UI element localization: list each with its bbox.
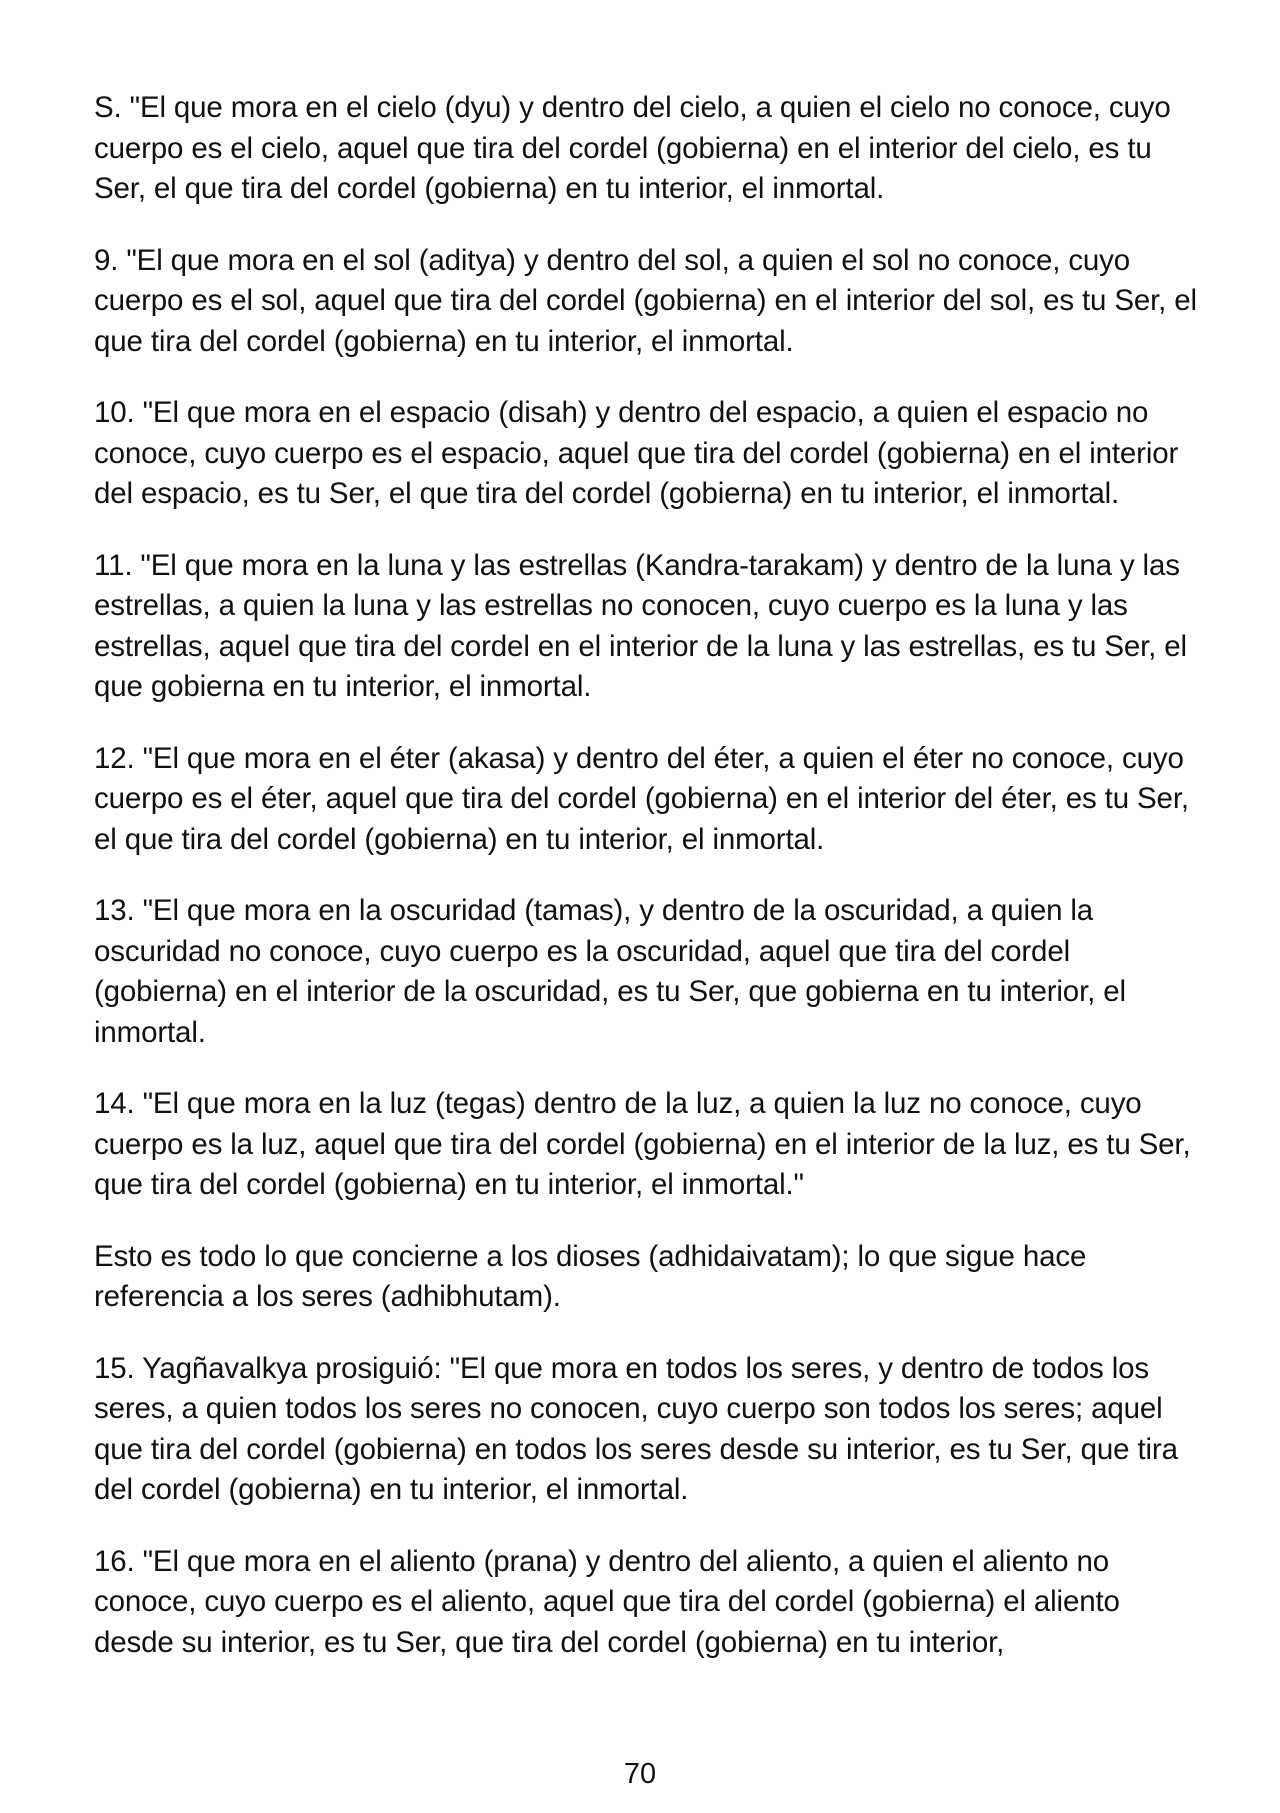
paragraph-verse-9: 9. "El que mora en el sol (aditya) y dentro del sol, a quien el sol no conoce, cuyo cuerpo es el sol, aquel que tira del cordel (gobierna) en el interior del sol, es tu Ser, el que tira del cordel (gobierna) en tu interior, el inmortal. xyxy=(94,243,1197,358)
paragraph-verse-16: 16. "El que mora en el aliento (prana) y dentro del aliento, a quien el aliento no conoce, cuyo cuerpo es el aliento, aquel que tira del cordel (gobierna) el aliento desde su interior, es tu Ser, que tira del cordel (gobierna) en tu interior, xyxy=(94,1544,1120,1659)
paragraph-transition: Esto es todo lo que concierne a los dioses (adhidaivatam); lo que sigue hace referencia a los seres (adhibhutam). xyxy=(94,1239,1087,1313)
paragraph-verse-14: 14. "El que mora en la luz (tegas) dentro de la luz, a quien la luz no conoce, cuyo cuerpo es la luz, aquel que tira del cordel (gobierna) en el interior de la luz, es tu Ser, que tira del cordel (gobierna) en tu interior, el inmortal." xyxy=(94,1087,1191,1201)
paragraph-verse-8: S. "El que mora en el cielo (dyu) y dentro del cielo, a quien el cielo no conoce, cuyo cuerpo es el cielo, aquel que tira del cordel (gobierna) en el interior del cielo, es tu Ser, el que tira del cordel (gobierna) en tu interior, el inmortal. xyxy=(94,91,1171,205)
paragraph-verse-13: 13. "El que mora en la oscuridad (tamas), y dentro de la oscuridad, a quien la oscuridad no conoce, cuyo cuerpo es la oscuridad, aquel que tira del cordel (gobierna) en el interior de la oscuridad, es tu Ser, que gobierna en tu interior, el inmortal. xyxy=(94,894,1126,1049)
paragraph-verse-10: 10. "El que mora en el espacio (disah) y dentro del espacio, a quien el espacio no conoce, cuyo cuerpo es el espacio, aquel que tira del cordel (gobierna) en el interior del espacio, es tu Ser, el que tira del cordel (gobierna) en tu interior, el inmortal. xyxy=(94,396,1179,510)
paragraph-verse-12: 12. "El que mora en el éter (akasa) y dentro del éter, a quien el éter no conoce, cuyo cuerpo es el éter, aquel que tira del cordel (gobierna) en el interior del éter, es tu Ser, el que tira del cordel (gobierna) en tu interior, el inmortal. xyxy=(94,741,1189,856)
page-body xyxy=(94,88,1204,1694)
page-number: 70 xyxy=(623,1758,657,1790)
paragraph-verse-15: 15. Yagñavalkya prosiguió: "El que mora en todos los seres, y dentro de todos los seres, a quien todos los seres no conocen, cuyo cuerpo son todos los seres; aquel que tira del cordel (gobierna) en todos los seres desde su interior, es tu Ser, que tira del cordel (gobierna) en tu interior, el inmortal. xyxy=(94,1351,1178,1506)
paragraph-verse-11: 11. "El que mora en la luna y las estrellas (Kandra-tarakam) y dentro de la luna y las estrellas, a quien la luna y las estrellas no conocen, cuyo cuerpo es la luna y las estrellas, aquel que tira del cordel en el interior de la luna y las estrellas, es tu Ser, el que gobierna en tu interior, el inmortal. xyxy=(94,548,1187,703)
